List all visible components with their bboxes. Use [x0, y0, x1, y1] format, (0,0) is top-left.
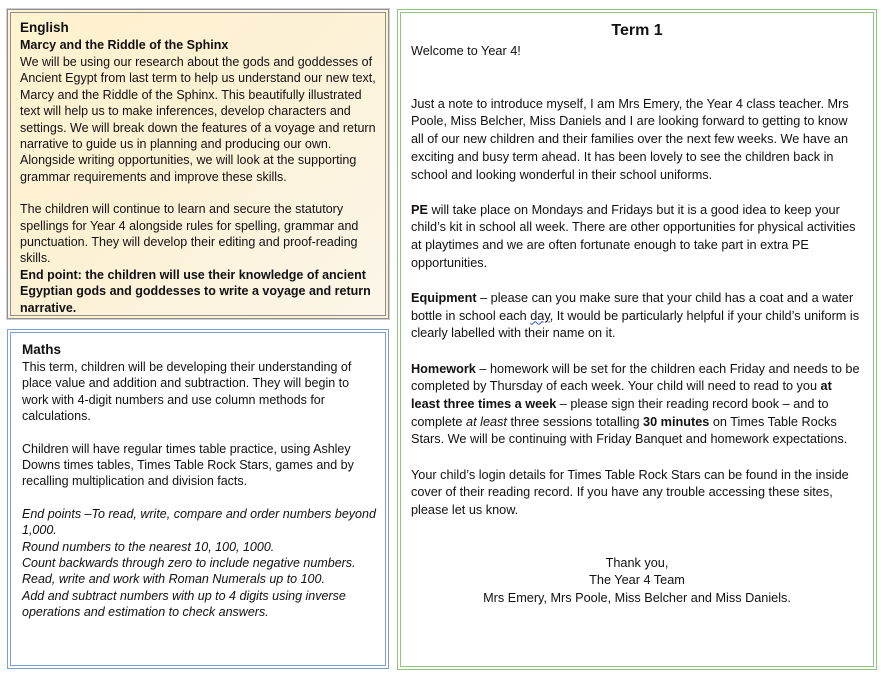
homework-text: – please sign their reading record book – and to complete: [411, 397, 829, 429]
homework-emphasis: 30 minutes: [643, 414, 710, 429]
english-paragraph-2: The children will continue to learn and secure the statutory spellings for Year 4 alongside rules for spelling, grammar and punctuation. They will develop their editing and proof-reading skills.: [20, 202, 359, 266]
signoff-line: Thank you,: [605, 555, 669, 570]
homework-text: – homework will be set for the children each Friday and needs to be completed by Thursday of each week. Your child will need to read to you: [411, 361, 860, 394]
maths-end-point: Read, write and work with Roman Numerals up to 100.: [22, 572, 325, 587]
english-heading: English: [20, 20, 69, 35]
maths-paragraph-1: This term, children will be developing their understanding of place value and addition and subtraction. They will begin to work with 4-digit numbers and use column methods for calculations.: [22, 360, 352, 424]
english-end-point: End point: the children will use their knowledge of ancient Egyptian gods and goddesses to write a voyage and return narrative.: [20, 267, 371, 315]
spellcheck-flagged-word: day,: [530, 308, 554, 323]
maths-paragraph-2: Children will have regular times table practice, using Ashley Downs times tables, Times Table Rock Stars, games and by recalling multiplication and division facts.: [22, 441, 354, 489]
welcome-text: Welcome to Year 4!: [411, 44, 521, 58]
pe-paragraph: [411, 202, 863, 273]
maths-end-point: Add and subtract numbers with up to 4 digits using inverse operations and estimation to check answers.: [22, 588, 346, 620]
maths-end-point: End points –To read, write, compare and order numbers beyond 1,000.: [22, 506, 376, 538]
homework-label: Homework: [411, 361, 476, 376]
maths-panel: [7, 329, 389, 669]
maths-heading: Maths: [22, 342, 62, 357]
homework-italic: at least: [466, 414, 507, 429]
english-paragraph-1: We will be using our research about the gods and goddesses of Ancient Egypt from last term to help us understand our new text, Marcy and the Riddle of the Sphinx. This beautifully illustrated text will help us to make inferences, develop characters and settings. We will break down the features of a voyage and return narrative to guide us in planning and producing our own. Alongside writing opportunities, we will look at the supporting grammar requirements and improve these skills.: [20, 55, 376, 184]
equipment-text: – please can you make sure that your child has a coat and a water bottle in school each: [411, 291, 854, 323]
homework-text: three sessions totalling: [506, 414, 644, 429]
login-paragraph: Your child’s login details for Times Table Rock Stars can be found in the inside cover of their reading record. If you have any trouble accessing these sites, please let us know.: [411, 467, 849, 518]
pe-text: will take place on Mondays and Fridays but it is a good idea to keep your child’s kit in school all week. There are other opportunities for physical activities at playtimes and we are often fortunate enough to take part in extra PE opportunities.: [411, 202, 856, 270]
homework-text: on Times Table Rocks Stars. We will be continuing with Friday Banquet and homework expectations.: [411, 414, 848, 447]
equipment-paragraph: [411, 290, 863, 343]
maths-end-point: Round numbers to the nearest 10, 100, 1000.: [22, 539, 275, 554]
intro-paragraph: Just a note to introduce myself, I am Mrs Emery, the Year 4 class teacher. Mrs Poole, Miss Belcher, Miss Daniels and I are looking forward to getting to know all of our new children and their families over the next few weeks. We have an exciting and busy term ahead. It has been lovely to see the children back in school and looking wonderful in their school uniforms.: [411, 96, 849, 182]
equipment-label: Equipment: [411, 291, 477, 306]
signoff-line: Mrs Emery, Mrs Poole, Miss Belcher and Miss Daniels.: [483, 591, 791, 606]
equipment-text-continued: It would be particularly helpful if your child’s uniform is clearly labelled with their name on it.: [411, 308, 860, 341]
maths-end-point: Count backwards through zero to include negative numbers.: [22, 556, 356, 571]
homework-paragraph: [411, 361, 863, 450]
term-title: Term 1: [611, 22, 663, 39]
signoff-line: The Year 4 Team: [589, 573, 685, 588]
homework-emphasis: at least three times a week: [411, 379, 832, 412]
english-subheading: Marcy and the Riddle of the Sphinx: [20, 38, 229, 52]
pe-label: PE: [411, 202, 428, 217]
term-letter-panel: [397, 9, 877, 670]
english-panel: [7, 9, 389, 319]
